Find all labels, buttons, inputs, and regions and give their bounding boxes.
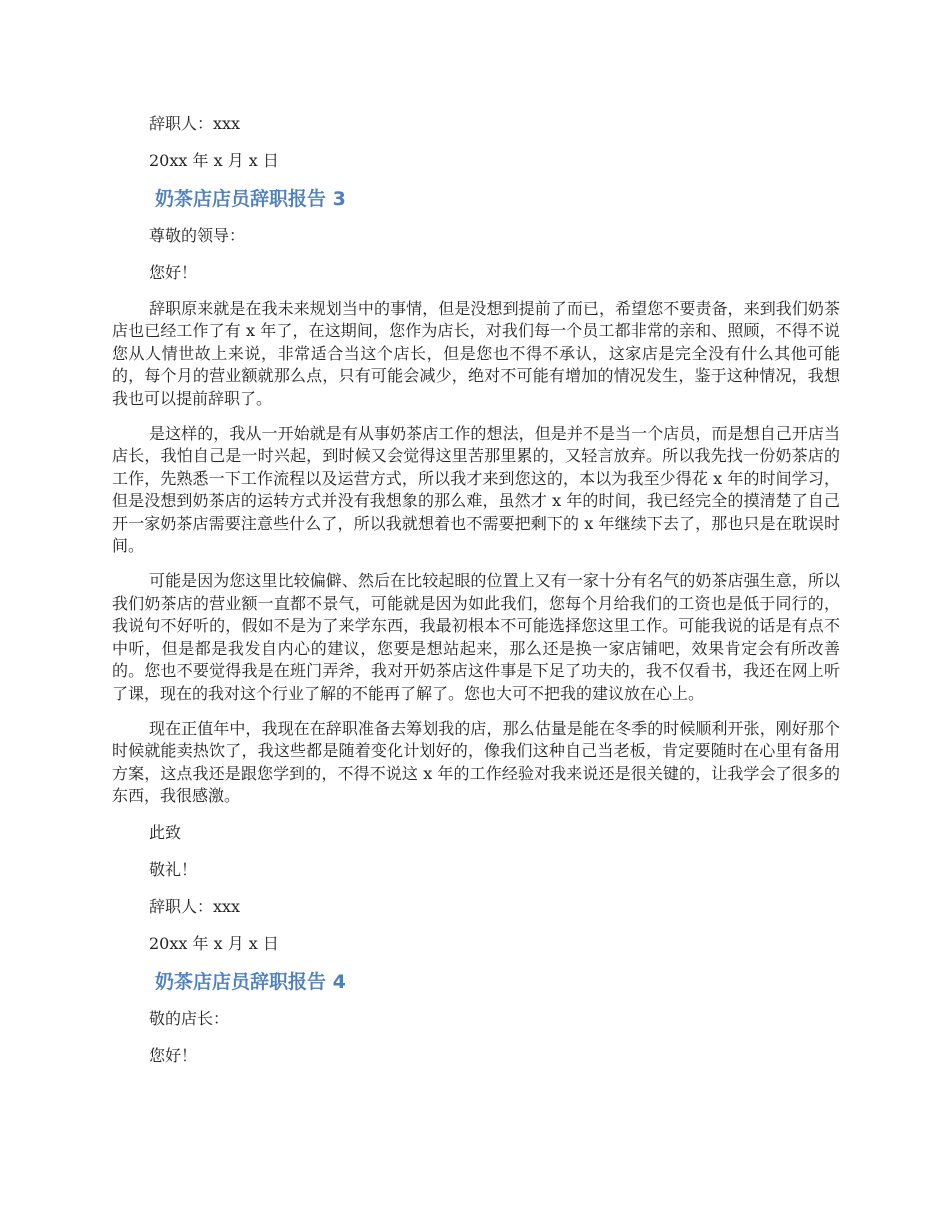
letter3-paragraph-1: 辞职原来就是在我未来规划当中的事情，但是没想到提前了而已，希望您不要责备，来到我们奶茶店也已经工作了有 x 年了，在这期间，您作为店长，对我们每一个员工都非常的亲和、照顾，不得不说您从人情世故上来说，非常适合当这个店长，但是您也不得不承认，这家店是完全没有什么其他可能的，每个月的营业额就那么点，只有可能会减少，绝对不可能有增加的情况发生，鉴于这种情况，我想我也可以提前辞职了。 bbox=[112, 299, 840, 408]
letter3-heading: 奶茶店店员辞职报告 3 bbox=[155, 188, 346, 210]
letter3-salutation: 尊敬的领导： bbox=[149, 226, 246, 245]
letter3-paragraph-3: 可能是因为您这里比较偏僻、然后在比较起眼的位置上又有一家十分有名气的奶茶店强生意，所以我们奶茶店的营业额一直都不景气，可能就是因为如此我们，您每个月给我们的工资也是低于同行的，我说句不好听的，假如不是为了来学东西，我最初根本不可能选择您这里工作。可能我说的话是有点不中听，但是都是我发自内心的建议，您要是想站起来，那么还是换一家店铺吧，效果肯定会有所改善的。您也不要觉得我是在班门弄斧，我对开奶茶店这件事是下足了功夫的，我不仅看书，我还在网上听了课，现在的我对这个行业了解的不能再了解了。您也大可不把我的建议放在心上。 bbox=[112, 571, 840, 703]
letter3-signer: 辞职人：xxx bbox=[149, 896, 241, 916]
letter3-regards: 敬礼！ bbox=[149, 859, 198, 879]
letter4-greeting: 您好！ bbox=[149, 1045, 198, 1065]
signer-line: 辞职人：xxx bbox=[149, 114, 241, 133]
document-page bbox=[112, 112, 840, 1081]
letter3-greeting: 您好！ bbox=[149, 263, 198, 282]
letter3-paragraph-4: 现在正值年中，我现在在辞职准备去筹划我的店，那么估量是能在冬季的时候顺利开张，刚好那个时候就能卖热饮了，我这些都是随着变化计划好的，像我们这种自己当老板，肯定要随时在心里有备用方案，这点我还是跟您学到的，不得不说这 x 年的工作经验对我来说还是很关键的，让我学会了很多的东西，我很感激。 bbox=[112, 718, 840, 806]
date-line: 20xx 年 x 月 x 日 bbox=[149, 151, 279, 170]
letter4-salutation: 敬的店长： bbox=[149, 1008, 230, 1028]
letter4-heading: 奶茶店店员辞职报告 4 bbox=[155, 970, 346, 993]
letter3-paragraph-2: 是这样的，我从一开始就是有从事奶茶店工作的想法，但是并不是当一个店员，而是想自己开店当店长，我怕自己是一时兴起，到时候又会觉得这里苦那里累的，又轻言放弃。所以我先找一份奶茶店的工作，先熟悉一下工作流程以及运营方式，所以我才来到您这的，本以为我至少得花 x 年的时间学习，但是没想到奶茶店的运转方式并没有我想象的那么难，虽然才 x 年的时间，我已经完全的摸清楚了自己开一家奶茶店需要注意些什么了，所以我就想着也不需要把剩下的 x 年继续下去了，那也只是在耽误时间。 bbox=[112, 424, 840, 556]
letter3-closing: 此致 bbox=[149, 822, 182, 842]
letter3-date: 20xx 年 x 月 x 日 bbox=[149, 933, 279, 953]
